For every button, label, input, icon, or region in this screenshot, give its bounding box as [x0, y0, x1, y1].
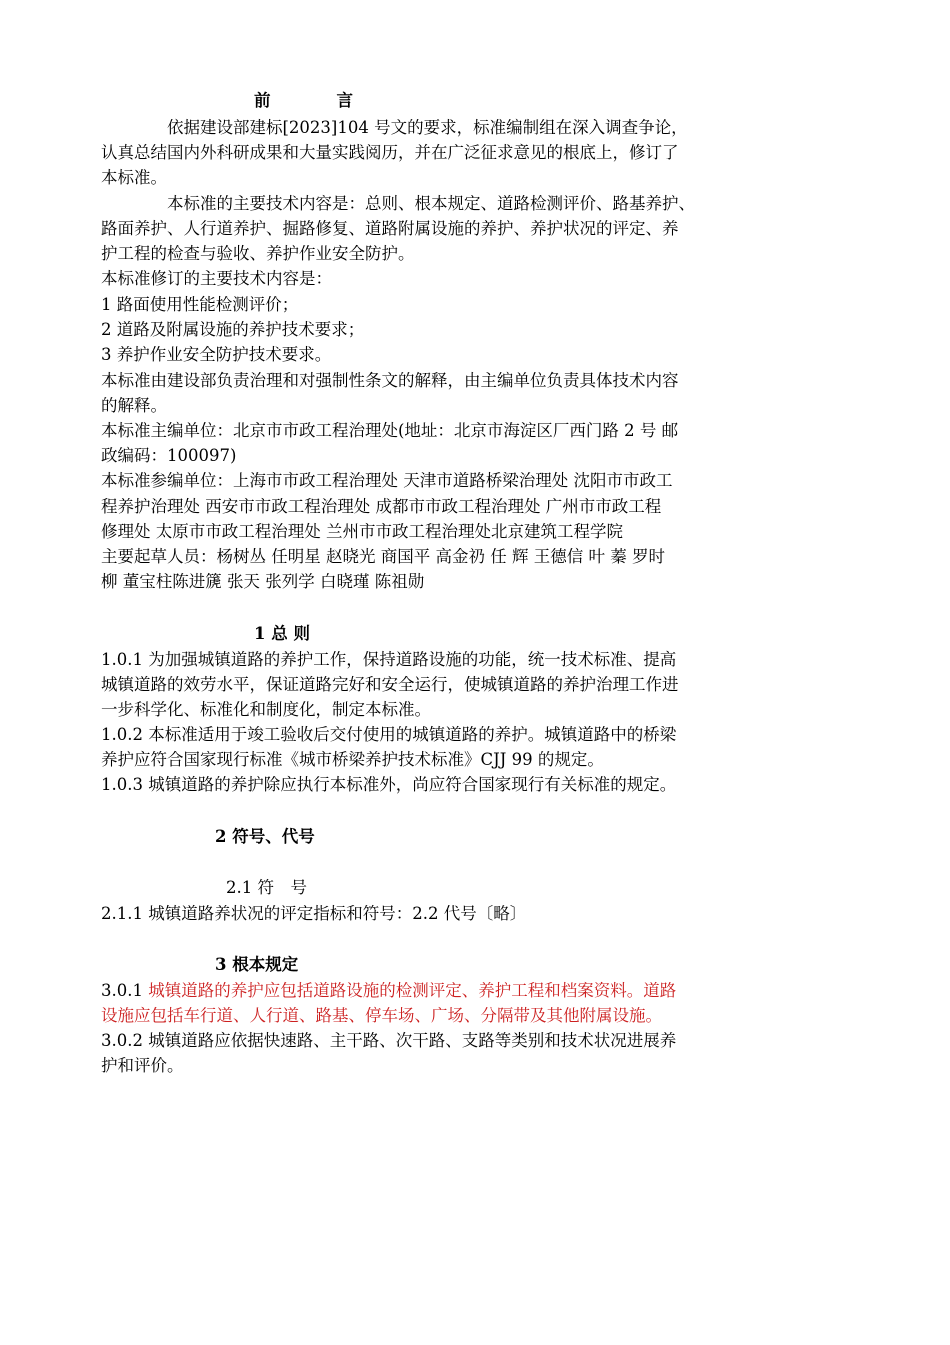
section-2-1-title: 2.1 符 号 — [226, 878, 307, 897]
chapter-1-line: 一步科学化、标准化和制度化，制定本标准。 — [101, 700, 431, 719]
preface-line: 本标准修订的主要技术内容是： — [101, 269, 332, 288]
preface-line: 的解释。 — [101, 396, 167, 415]
chapter-1-line: 1.0.1 为加强城镇道路的养护工作，保持道路设施的功能，统一技术标准、提高 — [101, 650, 677, 669]
preface-line: 柳 董宝柱陈进篪 张天 张列学 白晓瑾 陈祖勋 — [101, 572, 425, 591]
chapter-1-line: 城镇道路的效劳水平，保证道路完好和安全运行，使城镇道路的养护治理工作进 — [101, 675, 679, 694]
preface-line: 依据建设部建标[2023]104 号文的要求，标准编制组在深入调查争论， — [167, 118, 688, 137]
chapter-3-line: 3.0.2 城镇道路应依据快速路、主干路、次干路、支路等类别和技术状况进展养 — [101, 1031, 677, 1050]
preface-title: 前 言 — [254, 91, 353, 110]
preface-line: 主要起草人员：杨树丛 任明星 赵晓光 商国平 高金礽 任 辉 王德信 叶 蓁 罗时 — [101, 547, 665, 566]
chapter-1-line: 1.0.3 城镇道路的养护除应执行本标准外，尚应符合国家现行有关标准的规定。 — [101, 775, 677, 794]
preface-line: 2 道路及附属设施的养护技术要求； — [101, 320, 365, 339]
preface-line: 路面养护、人行道养护、掘路修复、道路附属设施的养护、养护状况的评定、养 — [101, 219, 679, 238]
chapter-3-title: 3 根本规定 — [215, 955, 299, 974]
preface-line: 本标准的主要技术内容是：总则、根本规定、道路检测评价、路基养护、 — [167, 194, 695, 213]
preface-line: 本标准参编单位：上海市市政工程治理处 天津市道路桥梁治理处 沈阳市市政工 — [101, 471, 673, 490]
chapter-1-line: 养护应符合国家现行标准《城市桥梁养护技术标准》CJJ 99 的规定。 — [101, 750, 604, 769]
preface-line: 护工程的检查与验收、养护作业安全防护。 — [101, 244, 415, 263]
preface-line: 修理处 太原市市政工程治理处 兰州市市政工程治理处北京建筑工程学院 — [101, 522, 623, 541]
mandatory-clause-text: 设施应包括车行道、人行道、路基、停车场、广场、分隔带及其他附属设施。 — [101, 1006, 662, 1025]
preface-line: 3 养护作业安全防护技术要求。 — [101, 345, 332, 364]
preface-line: 1 路面使用性能检测评价； — [101, 295, 299, 314]
preface-line: 程养护治理处 西安市市政工程治理处 成都市市政工程治理处 广州市市政工程 — [101, 497, 662, 516]
preface-line: 本标准由建设部负责治理和对强制性条文的解释，由主编单位负责具体技术内容 — [101, 371, 679, 390]
chapter-3-line: 护和评价。 — [101, 1056, 184, 1075]
clause-3-0-1 — [101, 980, 676, 1002]
chapter-2-line: 2.1.1 城镇道路养状况的评定指标和符号：2.2 代号〔略〕 — [101, 904, 527, 923]
clause-3-0-1-number: 3.0.1 — [101, 981, 149, 1000]
preface-line: 本标准主编单位：北京市市政工程治理处(地址：北京市海淀区厂西门路 2 号 邮 — [101, 421, 679, 440]
chapter-1-title: 1 总 则 — [254, 624, 310, 643]
chapter-1-line: 1.0.2 本标准适用于竣工验收后交付使用的城镇道路的养护。城镇道路中的桥梁 — [101, 725, 677, 744]
mandatory-clause-text: 城镇道路的养护应包括道路设施的检测评定、养护工程和档案资料。道路 — [148, 981, 677, 1000]
preface-line: 政编码：100097) — [101, 446, 237, 465]
preface-line: 认真总结国内外科研成果和大量实践阅历，并在广泛征求意见的根底上，修订了 — [101, 143, 679, 162]
chapter-2-title: 2 符号、代号 — [215, 827, 315, 846]
preface-line: 本标准。 — [101, 168, 167, 187]
